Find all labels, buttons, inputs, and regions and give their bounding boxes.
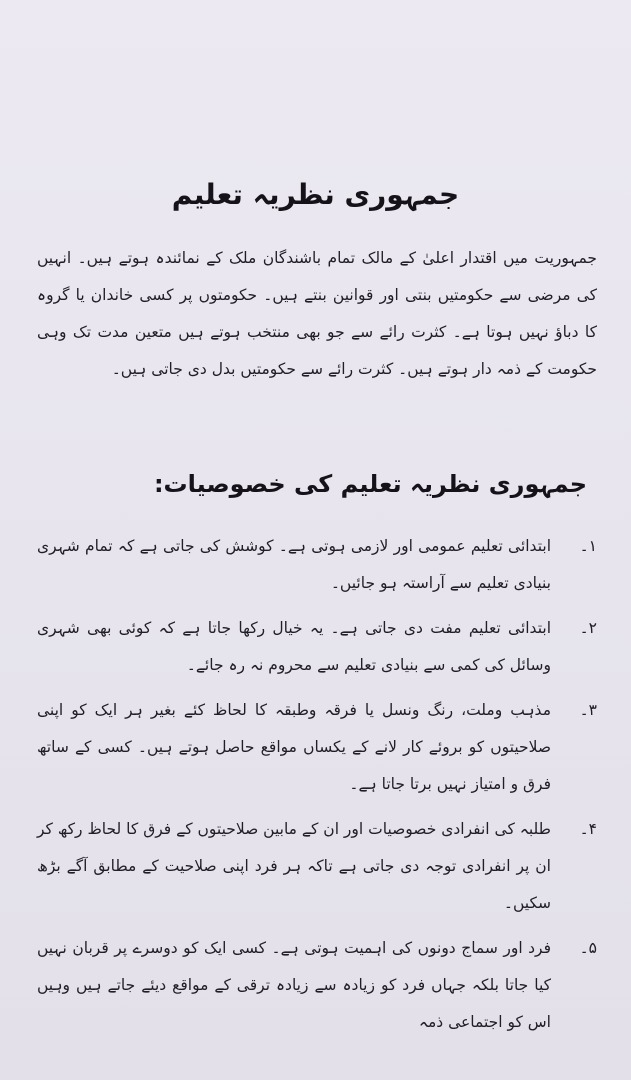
section-heading: جمہوری نظریہ تعلیم کی خصوصیات: [153, 470, 587, 498]
list-item [37, 930, 597, 1041]
list-item [37, 692, 597, 803]
list-item-text: فرد اور سماج دونوں کی اہمیت ہوتی ہے۔ کسی ایک کو دوسرے پر قربان نہیں کیا جاتا بلکہ جہاں فرد کو زیادہ سے زیادہ ترقی کے مواقع دیئے جاتے ہیں وہیں اس کو اجتماعی ذمہ [37, 939, 551, 1031]
list-item-text: ابتدائی تعلیم عمومی اور لازمی ہوتی ہے۔ کوشش کی جاتی ہے کہ تمام شہری بنیادی تعلیم سے آراستہ ہو جائیں۔ [37, 537, 551, 592]
list-item [37, 610, 597, 684]
list-item-number: ۵۔ [579, 939, 597, 957]
list-item-text: مذہب وملت، رنگ ونسل یا فرقہ وطبقہ کا لحاظ کئے بغیر ہر ایک کو اپنی صلاحیتوں کو بروئے کار لانے کے یکساں مواقع حاصل ہوتے ہیں۔ کسی کے ساتھ فرق و امتیاز نہیں برتا جاتا ہے۔ [37, 701, 551, 793]
list-item [37, 528, 597, 602]
list-item-text: ابتدائی تعلیم مفت دی جاتی ہے۔ یہ خیال رکھا جاتا ہے کہ کوئی بھی شہری وسائل کی کمی سے بنیادی تعلیم سے محروم نہ رہ جائے۔ [37, 619, 551, 674]
list-item-number: ۳۔ [579, 701, 597, 719]
list-item-number: ۱۔ [579, 537, 597, 555]
intro-text: جمہوریت میں اقتدار اعلیٰ کے مالک تمام باشندگان ملک کے نمائندہ ہوتے ہیں۔ انہیں کی مرضی سے حکومتیں بنتی اور قوانین بنتے ہیں۔ حکومتوں پر کسی خاندان یا گروہ کا دباؤ نہیں ہوتا ہے۔ کثرت رائے سے جو بھی منتخب ہوتے ہیں متعین مدت تک وہی حکومت کے ذمہ دار ہوتے ہیں۔ کثرت رائے سے حکومتیں بدل دی جاتی ہیں۔ [37, 249, 597, 378]
list-item-number: ۴۔ [579, 820, 597, 838]
list-item-text: طلبہ کی انفرادی خصوصیات اور ان کے مابین صلاحیتوں کے فرق کا لحاظ رکھ کر ان پر انفرادی توجہ دی جاتی ہے تاکہ ہر فرد اپنی صلاحیت کے مطابق آگے بڑھ سکیں۔ [37, 820, 551, 912]
intro-paragraph [37, 240, 597, 388]
list-item-number: ۲۔ [579, 619, 597, 637]
features-list [37, 528, 597, 1049]
page-title: جمہوری نظریہ تعلیم [171, 178, 460, 211]
list-item [37, 811, 597, 922]
